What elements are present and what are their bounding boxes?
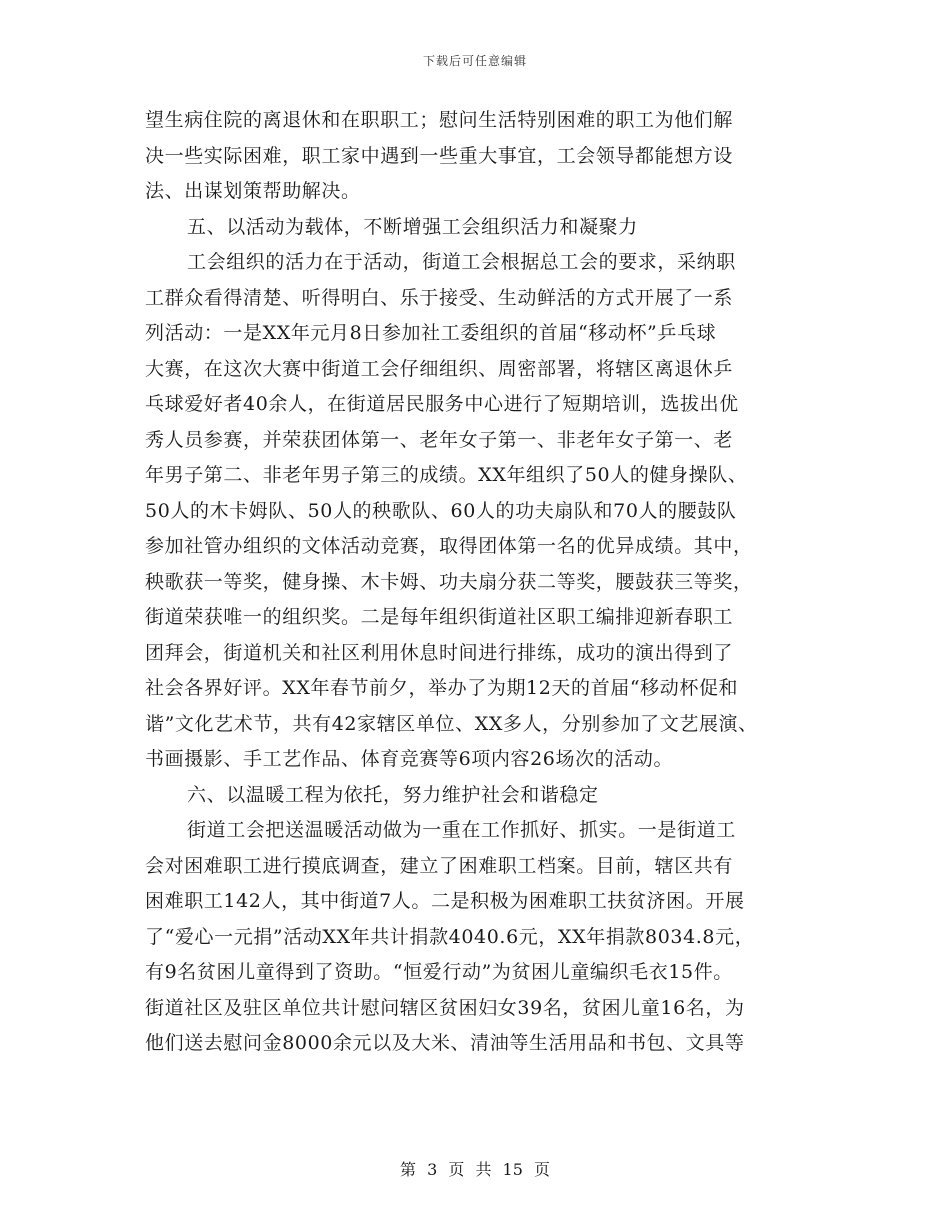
text-line: 社会各界好评。XX年春节前夕，举办了为期12天的首届“移动杯促和 [145, 677, 739, 699]
page-header: 下载后可任意编辑 [422, 54, 527, 68]
text-line: 大赛，在这次大赛中街道工会仔细组织、周密部署，将辖区离退休乒 [145, 357, 734, 380]
text-line: 团拜会，街道机关和社区利用休息时间进行排练，成功的演出得到了 [145, 641, 734, 664]
text-line: 决一些实际困难，职工家中遇到一些重大事宜，工会领导都能想方设 [145, 144, 734, 167]
text-line: 法、出谋划策帮助解决。 [145, 180, 361, 202]
text-line: 秀人员参赛，并荣获团体第一、老年女子第一、非老年女子第一、老 [145, 428, 734, 451]
page-footer: 第 3 页 共 15 页 [400, 1160, 550, 1179]
text-line: 工群众看得清楚、听得明白、乐于接受、生动鲜活的方式开展了一系 [145, 286, 734, 309]
text-line: 会对困难职工进行摸底调查，建立了困难职工档案。目前，辖区共有 [145, 854, 734, 877]
text-line: 有9名贫困儿童得到了资助。“恒爱行动”为贫困儿童编织毛衣15件。 [145, 961, 733, 983]
text-line: 街道工会把送温暖活动做为一重在工作抓好、抓实。一是街道工 [187, 819, 736, 841]
text-line: 了“爱心一元捐”活动XX年共计捐款4040.6元，XX年捐款8034.8元， [145, 925, 755, 948]
text-line: 乓球爱好者40余人，在街道居民服务中心进行了短期培训，选拔出优 [145, 393, 739, 415]
text-line: 街道荣获唯一的组织奖。二是每年组织街道社区职工编排迎新春职工 [145, 606, 734, 628]
text-line: 工会组织的活力在于活动，街道工会根据总工会的要求，采纳职 [187, 251, 736, 273]
text-line: 他们送去慰问金8000余元以及大米、清油等生活用品和书包、文具等 [145, 1032, 745, 1054]
document-body [145, 103, 825, 1062]
text-line: 谐”文化艺术节，共有42家辖区单位、XX多人，分别参加了文艺展演、 [145, 712, 758, 735]
text-line: 列活动：一是XX年元月8日参加社工委组织的首届“移动杯”乒乓球 [145, 322, 717, 344]
text-line: 五、以活动为载体，不断增强工会组织活力和凝聚力 [187, 215, 638, 238]
text-line: 六、以温暖工程为依托，努力维护社会和谐稳定 [187, 783, 599, 806]
text-line: 困难职工142人，其中街道7人。二是积极为困难职工扶贫济困。开展 [145, 890, 745, 912]
text-line: 50人的木卡姆队、50人的秧歌队、60人的功夫扇队和70人的腰鼓队 [145, 499, 737, 522]
text-line: 街道社区及驻区单位共计慰问辖区贫困妇女39名，贫困儿童16名，为 [145, 996, 745, 1019]
text-line: 秧歌获一等奖，健身操、木卡姆、功夫扇分获二等奖，腰鼓获三等奖， [145, 570, 753, 593]
text-line: 望生病住院的离退休和在职职工；慰问生活特别困难的职工为他们解 [145, 109, 734, 131]
text-line: 年男子第二、非老年男子第三的成绩。XX年组织了50人的健身操队、 [145, 464, 748, 486]
text-line: 参加社管办组织的文体活动竞赛，取得团体第一名的优异成绩。其中， [145, 535, 753, 557]
text-line: 书画摄影、手工艺作品、体育竞赛等6项内容26场次的活动。 [145, 748, 674, 770]
